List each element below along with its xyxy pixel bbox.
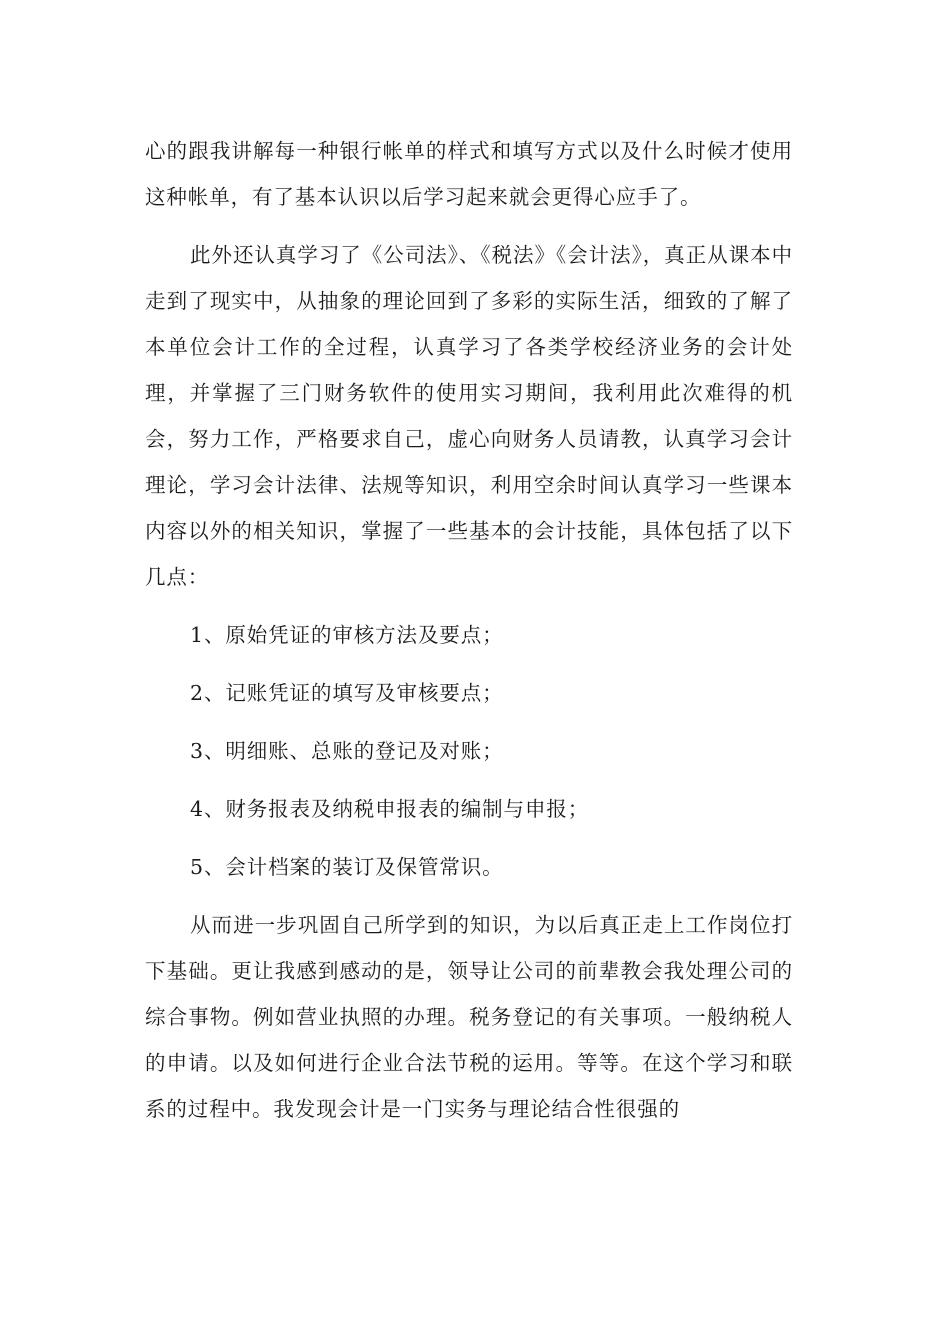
list-item: 1、原始凭证的审核方法及要点； (190, 623, 504, 647)
skills-list (145, 612, 793, 890)
paragraph-continued: 心的跟我讲解每一种银行帐单的样式和填写方式以及什么时候才使用这种帐单，有了基本认识以后学习起来就会更得心应手了。 (145, 139, 793, 209)
list-item: 4、财务报表及纳税申报表的编制与申报； (190, 797, 590, 821)
paragraph-study-laws: 此外还认真学习了《公司法》、《税法》《会计法》，真正从课本中走到了现实中，从抽象的理论回到了多彩的实际生活，细致的了解了本单位会计工作的全过程，认真学习了各类学校经济业务的会计处理，并掌握了三门财务软件的使用实习期间，我利用此次难得的机会，努力工作，严格要求自己，虚心向财务人员请教，认真学习会计理论，学习会计法律、法规等知识，利用空余时间认真学习一些课本内容以外的相关知识，掌握了一些基本的会计技能，具体包括了以下几点： (145, 243, 793, 589)
document-page (145, 128, 793, 1144)
list-item: 3、明细账、总账的登记及对账； (190, 739, 504, 763)
paragraph-conclusion: 从而进一步巩固自己所学到的知识，为以后真正走上工作岗位打下基础。更让我感到感动的是，领导让公司的前辈教会我处理公司的综合事物。例如营业执照的办理。税务登记的有关事项。一般纳税人的申请。以及如何进行企业合法节税的运用。等等。在这个学习和联系的过程中。我发现会计是一门实务与理论结合性很强的 (145, 913, 793, 1121)
list-item: 2、记账凭证的填写及审核要点； (190, 681, 504, 705)
list-item: 5、会计档案的装订及保管常识。 (190, 855, 504, 879)
